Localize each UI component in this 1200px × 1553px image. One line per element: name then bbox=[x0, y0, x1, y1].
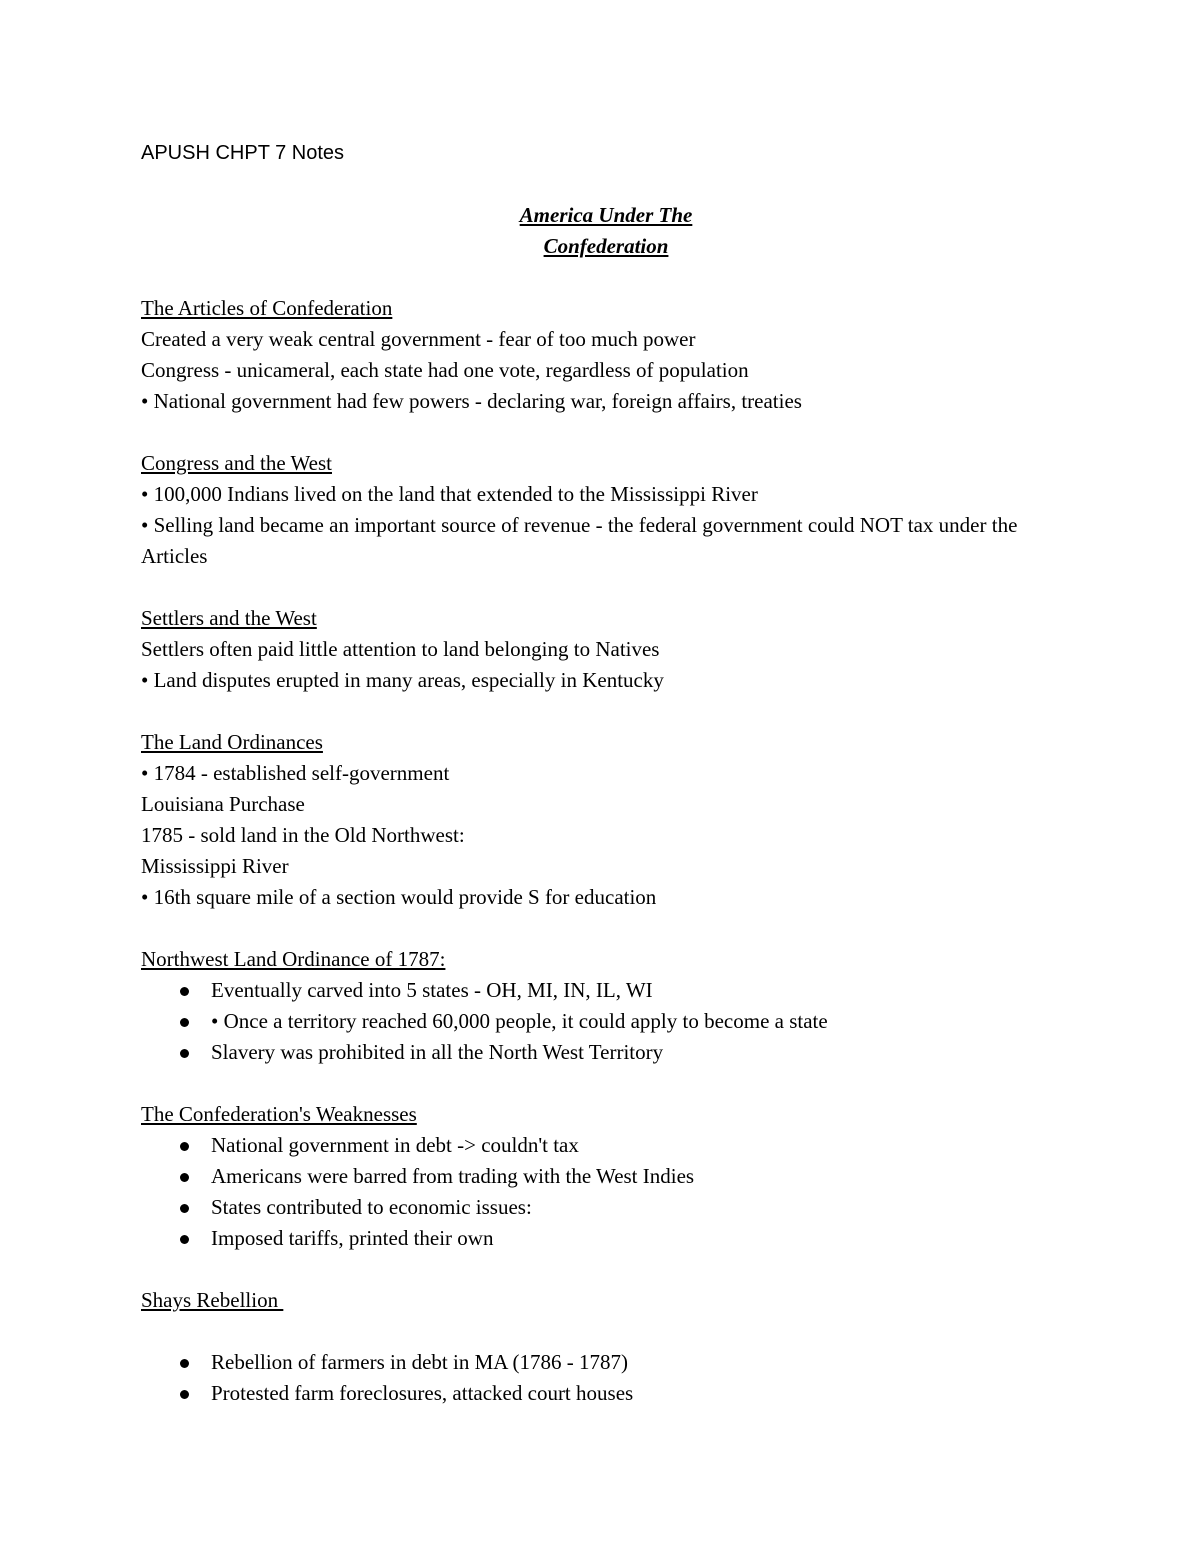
text-line: Created a very weak central government - fear of too much power bbox=[141, 327, 696, 351]
list-item-text: Americans were barred from trading with the West Indies bbox=[211, 1164, 695, 1188]
text-line: • Land disputes erupted in many areas, especially in Kentucky bbox=[141, 668, 664, 692]
list-item-text: • Once a territory reached 60,000 people, it could apply to become a state bbox=[211, 1009, 828, 1033]
list-item bbox=[141, 1192, 1071, 1223]
bullet-list bbox=[141, 975, 1071, 1068]
section-heading: The Confederation's Weaknesses bbox=[141, 1102, 417, 1126]
list-item bbox=[141, 1223, 1071, 1254]
section-northwest-ordinance bbox=[141, 944, 1071, 1068]
list-item-text: Eventually carved into 5 states - OH, MI, IN, IL, WI bbox=[211, 978, 653, 1002]
text-line: 1785 - sold land in the Old Northwest: bbox=[141, 823, 465, 847]
list-item bbox=[141, 1161, 1071, 1192]
section-articles bbox=[141, 293, 1071, 417]
section-shays bbox=[141, 1285, 1071, 1409]
bullet-icon bbox=[180, 987, 189, 996]
list-item-text: Slavery was prohibited in all the North West Territory bbox=[211, 1040, 664, 1064]
list-item-text: Protested farm foreclosures, attacked court houses bbox=[211, 1381, 634, 1405]
section-heading: Northwest Land Ordinance of 1787: bbox=[141, 947, 446, 971]
title-line-2: Confederation bbox=[543, 234, 669, 258]
section-heading: Shays Rebellion bbox=[141, 1288, 284, 1312]
section-settlers-west bbox=[141, 603, 1071, 696]
bullet-icon bbox=[180, 1390, 189, 1399]
blank-line bbox=[141, 1316, 1071, 1347]
section-heading: Settlers and the West bbox=[141, 606, 317, 630]
bullet-icon bbox=[180, 1049, 189, 1058]
bullet-list bbox=[141, 1130, 1071, 1254]
text-line: • Selling land became an important source of revenue - the federal government could NOT tax under the Articles bbox=[141, 513, 1018, 568]
section-weaknesses bbox=[141, 1099, 1071, 1254]
document-title bbox=[141, 200, 1071, 262]
text-line: • 1784 - established self-government bbox=[141, 761, 450, 785]
text-line: • 100,000 Indians lived on the land that extended to the Mississippi River bbox=[141, 482, 758, 506]
text-line: • National government had few powers - declaring war, foreign affairs, treaties bbox=[141, 389, 802, 413]
document-page bbox=[141, 138, 1071, 1409]
text-line: Louisiana Purchase bbox=[141, 792, 305, 816]
text-line: Mississippi River bbox=[141, 854, 289, 878]
section-congress-west bbox=[141, 448, 1071, 572]
text-line: Settlers often paid little attention to land belonging to Natives bbox=[141, 637, 660, 661]
section-heading: The Articles of Confederation bbox=[141, 296, 393, 320]
list-item-text: Imposed tariffs, printed their own bbox=[211, 1226, 494, 1250]
bullet-icon bbox=[180, 1235, 189, 1244]
bullet-icon bbox=[180, 1142, 189, 1151]
section-land-ordinances bbox=[141, 727, 1071, 913]
section-heading: Congress and the West bbox=[141, 451, 332, 475]
bullet-icon bbox=[180, 1359, 189, 1368]
list-item bbox=[141, 1006, 1071, 1037]
section-heading: The Land Ordinances bbox=[141, 730, 323, 754]
bullet-icon bbox=[180, 1018, 189, 1027]
document-header: APUSH CHPT 7 Notes bbox=[141, 142, 345, 164]
list-item-text: National government in debt -> couldn't tax bbox=[211, 1133, 579, 1157]
bullet-icon bbox=[180, 1173, 189, 1182]
title-line-1: America Under The bbox=[519, 203, 693, 227]
list-item-text: States contributed to economic issues: bbox=[211, 1195, 532, 1219]
text-line: Congress - unicameral, each state had one vote, regardless of population bbox=[141, 358, 749, 382]
text-line: • 16th square mile of a section would provide S for education bbox=[141, 885, 657, 909]
list-item-text: Rebellion of farmers in debt in MA (1786 - 1787) bbox=[211, 1350, 629, 1374]
list-item bbox=[141, 1037, 1071, 1068]
bullet-icon bbox=[180, 1204, 189, 1213]
bullet-list bbox=[141, 1347, 1071, 1409]
list-item bbox=[141, 1347, 1071, 1378]
list-item bbox=[141, 1130, 1071, 1161]
list-item bbox=[141, 1378, 1071, 1409]
list-item bbox=[141, 975, 1071, 1006]
